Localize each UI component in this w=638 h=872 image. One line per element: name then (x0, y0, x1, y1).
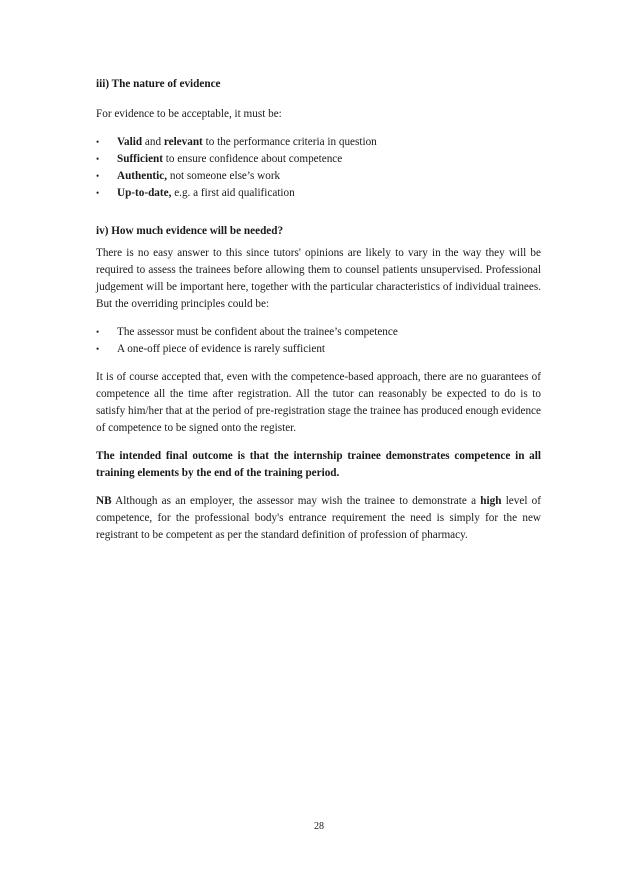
body-paragraph: It is of course accepted that, even with the competence-based approach, there are no guarantees of competence all the time after registration. All the tutor can reasonably be expected to do is to satisfy him/her that at the period of pre-registration stage the trainee has produced enough evidence of competence to be signed onto the register. (96, 371, 541, 434)
nb-label: NB (96, 495, 112, 507)
bullet-icon: • (96, 171, 100, 181)
bold-term: Authentic, (117, 170, 168, 182)
list-item (96, 151, 541, 168)
list-item (96, 134, 541, 151)
document-page (96, 70, 541, 544)
outcome-statement: The intended final outcome is that the internship trainee demonstrates competence in all training elements by the end of the training period. (96, 450, 541, 479)
list-item (96, 168, 541, 185)
item-text: A one-off piece of evidence is rarely sufficient (117, 343, 326, 355)
section-heading-how-much-evidence: iv) How much evidence will be needed? (96, 225, 284, 237)
list-item (96, 341, 541, 358)
section-heading-nature-of-evidence: iii) The nature of evidence (96, 78, 221, 90)
list-item (96, 185, 541, 202)
bold-term: high (480, 495, 502, 507)
bold-term: Sufficient (117, 153, 163, 165)
bold-term: Up-to-date, (117, 187, 172, 199)
nb-text: Although as an employer, the assessor may wish the trainee to demonstrate a (111, 495, 481, 507)
bullet-icon: • (96, 344, 100, 354)
item-text: The assessor must be confident about the trainee’s competence (117, 326, 398, 338)
bullet-icon: • (96, 137, 100, 147)
evidence-criteria-list (96, 134, 541, 202)
item-text: to the performance criteria in question (202, 136, 377, 148)
bullet-icon: • (96, 327, 100, 337)
bold-term: relevant (163, 136, 203, 148)
bold-term: Valid (117, 136, 143, 148)
item-text: not someone else’s work (167, 170, 281, 182)
connector-text: and (142, 136, 164, 148)
nb-text: level of competence, for the professional body's entrance requirement the need is simply for the new registrant to be competent as per the standard definition of profession of pharmacy. (96, 495, 542, 541)
intro-text: For evidence to be acceptable, it must be: (96, 108, 282, 120)
list-item (96, 324, 541, 341)
item-text: to ensure confidence about competence (163, 153, 343, 165)
nb-paragraph (96, 493, 541, 544)
bullet-icon: • (96, 188, 100, 198)
bullet-icon: • (96, 154, 100, 164)
body-paragraph: There is no easy answer to this since tutors' opinions are likely to vary in the way they will be required to assess the trainees before allowing them to counsel patients unsupervised. Professional judgement will be important here, together with the particular characteristics of individual trainees. But the overriding principles could be: (96, 247, 541, 310)
item-text: e.g. a first aid qualification (171, 187, 295, 199)
page-number: 28 (314, 821, 324, 832)
principles-list (96, 324, 541, 358)
